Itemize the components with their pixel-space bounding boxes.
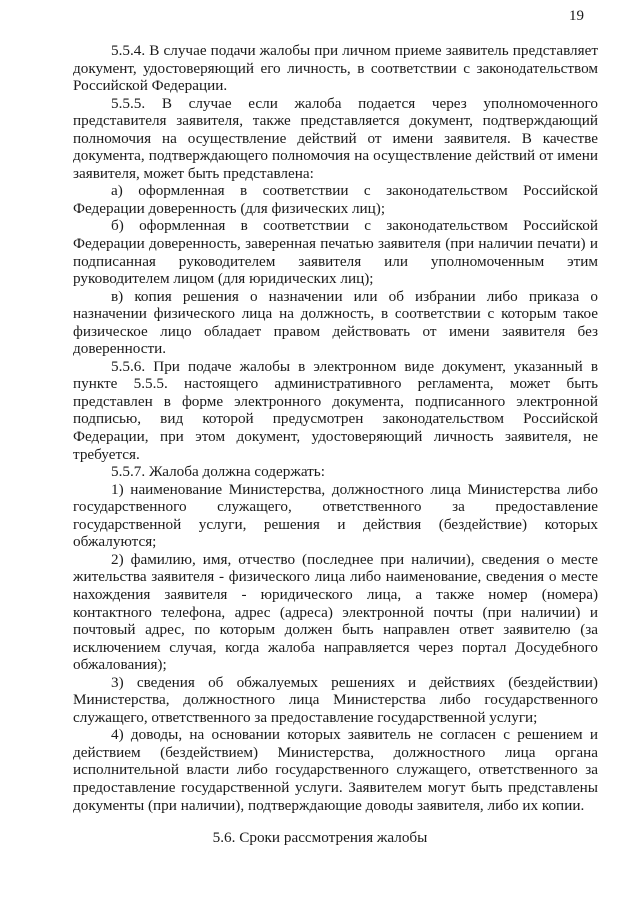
document-body	[73, 42, 598, 814]
paragraph-5-5-7: 5.5.7. Жалоба должна содержать:	[111, 463, 325, 481]
paragraph-5-5-5: 5.5.5. В случае если жалоба подается через уполномоченного представителя заявителя, также представляется документ, подтверждающий полномочия на осуществление действий от имени заявителя. В качестве документа, подтверждающего полномочия на осуществление действий от имени заявителя, может быть представлена:	[73, 94, 598, 182]
list-item-v: в) копия решения о назначении или об избрании либо приказа о назначении физического лица на должность, в соответствии с которым такое физическое лицо обладает правом действовать от имени заявителя без доверенности.	[73, 287, 598, 358]
list-item-2: 2) фамилию, имя, отчество (последнее при наличии), сведения о месте жительства заявителя - физического лица либо наименование, сведения о месте нахождения заявителя - юридического лица, а также номер (номера) контактного телефона, адрес (адреса) электронной почты (при наличии) и почтовый адрес, по которым должен быть направлен ответ заявителю (за исключением случая, когда жалоба направляется через портал Досудебного обжалования);	[73, 550, 598, 674]
paragraph-5-5-4: 5.5.4. В случае подачи жалобы при личном приеме заявитель представляет документ, удостоверяющий его личность, в соответствии с законодательством Российской Федерации.	[73, 42, 598, 95]
section-heading: 5.6. Сроки рассмотрения жалобы	[212, 829, 428, 846]
page-number: 19	[569, 8, 584, 24]
paragraph-5-5-6: 5.5.6. При подаче жалобы в электронном виде документ, указанный в пункте 5.5.5. настоящего административного регламента, может быть представлен в форме электронного документа, подписанного электронной подписью, вид которой предусмотрен законодательством Российской Федерации, при этом документ, удостоверяющий личность заявителя, не требуется.	[73, 357, 598, 463]
list-item-4: 4) доводы, на основании которых заявитель не согласен с решением и действием (бездействием) Министерства, должностного лица органа исполнительной власти либо государственного служащего, ответственного за предоставление государственной услуги. Заявителем могут быть представлены документы (при наличии), подтверждающие доводы заявителя, либо их копии.	[73, 726, 598, 814]
list-item-b: б) оформленная в соответствии с законодательством Российской Федерации доверенность, заверенная печатью заявителя (при наличии печати) и подписанная руководителем заявителя или уполномоченным этим руководителем лицом (для юридических лиц);	[73, 217, 598, 288]
list-item-1: 1) наименование Министерства, должностного лица Министерства либо государственного служащего, ответственного за предоставление государственной услуги, решения и действия (бездействие) которых обжалуются;	[73, 480, 598, 551]
list-item-3: 3) сведения об обжалуемых решениях и действиях (бездействии) Министерства, должностного лица Министерства либо государственного служащего, ответственного за предоставление государственной услуги;	[73, 673, 598, 726]
list-item-a: а) оформленная в соответствии с законодательством Российской Федерации доверенность (для физических лиц);	[73, 182, 598, 217]
